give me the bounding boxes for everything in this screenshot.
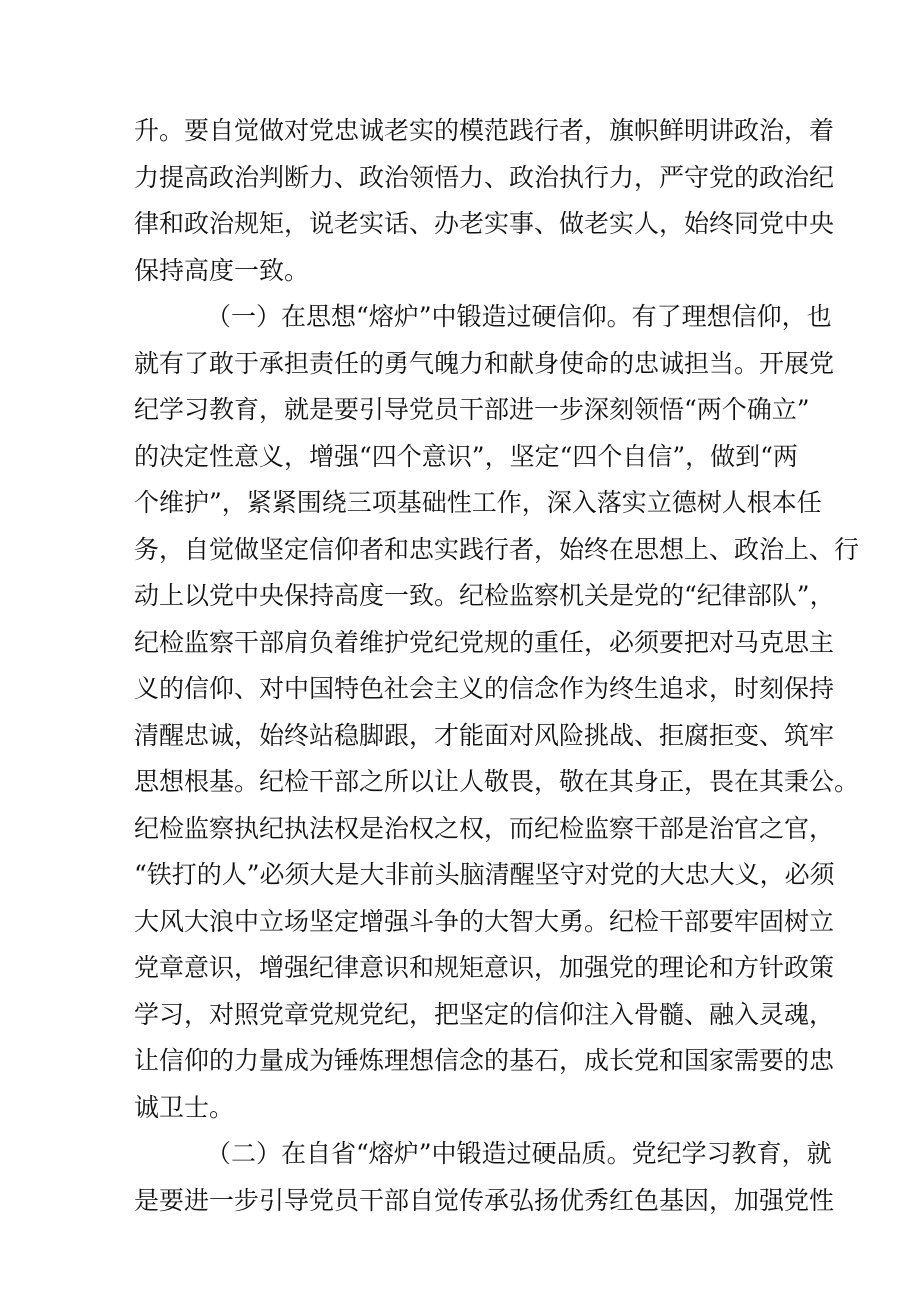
text-line: 是要进一步引导党员干部自觉传承弘扬优秀红色基因，加强党性 (134, 1185, 835, 1215)
text-line: 义的信仰、对中国特色社会主义的信念作为终生追求，时刻保持 (134, 674, 835, 703)
paragraph-section-one (134, 294, 860, 1131)
text-line: 保持高度一致。 (134, 255, 310, 285)
text-line: 的决定性意义，增强“四个意识”，坚定“四个自信”，做到“两 (134, 441, 798, 471)
paragraph-section-two (134, 1131, 835, 1224)
text-line: 务，自觉做坚定信仰者和忠实践行者，始终在思想上、政治上、行 (134, 534, 860, 564)
text-line: 党章意识，增强纪律意识和规矩意识，加强党的理论和方针政策 (134, 953, 835, 982)
text-line: 就有了敢于承担责任的勇气魄力和献身使命的忠诚担当。开展党 (134, 348, 835, 378)
text-line: 大风大浪中立场坚定增强斗争的大智大勇。纪检干部要牢固树立 (134, 906, 835, 936)
text-line: 思想根基。纪检干部之所以让人敬畏，敬在其身正，畏在其秉公。 (134, 767, 860, 796)
text-line: 律和政治规矩，说老实话、办老实事、做老实人，始终同党中央 (134, 209, 835, 238)
text-line: 力提高政治判断力、政治领悟力、政治执行力，严守党的政治纪 (134, 162, 835, 192)
paragraph-intro (134, 108, 835, 294)
text-line: 清醒忠诚，始终站稳脚跟，才能面对风险挑战、拒腐拒变、筑牢 (134, 720, 835, 750)
text-line: 诚卫士。 (134, 1092, 235, 1122)
text-line: 个维护”，紧紧围绕三项基础性工作，深入落实立德树人根本任 (134, 488, 822, 517)
text-line: 动上以党中央保持高度一致。纪检监察机关是党的“纪律部队”， (134, 581, 835, 610)
section-heading-line: （一）在思想“熔炉”中锻造过硬信仰。有了理想信仰，也 (206, 302, 832, 331)
text-line: 升。要自觉做对党忠诚老实的模范践行者，旗帜鲜明讲政治，着 (134, 116, 835, 145)
text-line: 纪学习教育，就是要引导党员干部进一步深刻领悟“两个确立” (134, 395, 810, 424)
text-line: 纪检监察干部肩负着维护党纪党规的重任，必须要把对马克思主 (134, 627, 835, 657)
document-body (134, 108, 860, 1224)
text-line: “铁打的人”必须大是大非前头脑清醒坚守对党的大忠大义，必须 (134, 860, 835, 889)
text-line: 纪检监察执纪执法权是治权之权，而纪检监察干部是治官之官， (134, 813, 835, 843)
text-line: 让信仰的力量成为锤炼理想信念的基石，成长党和国家需要的忠 (134, 1046, 835, 1075)
text-line: 学习，对照党章党规党纪，把坚定的信仰注入骨髓、融入灵魂， (134, 999, 835, 1029)
section-heading-line: （二）在自省“熔炉”中锻造过硬品质。党纪学习教育，就 (206, 1139, 832, 1168)
